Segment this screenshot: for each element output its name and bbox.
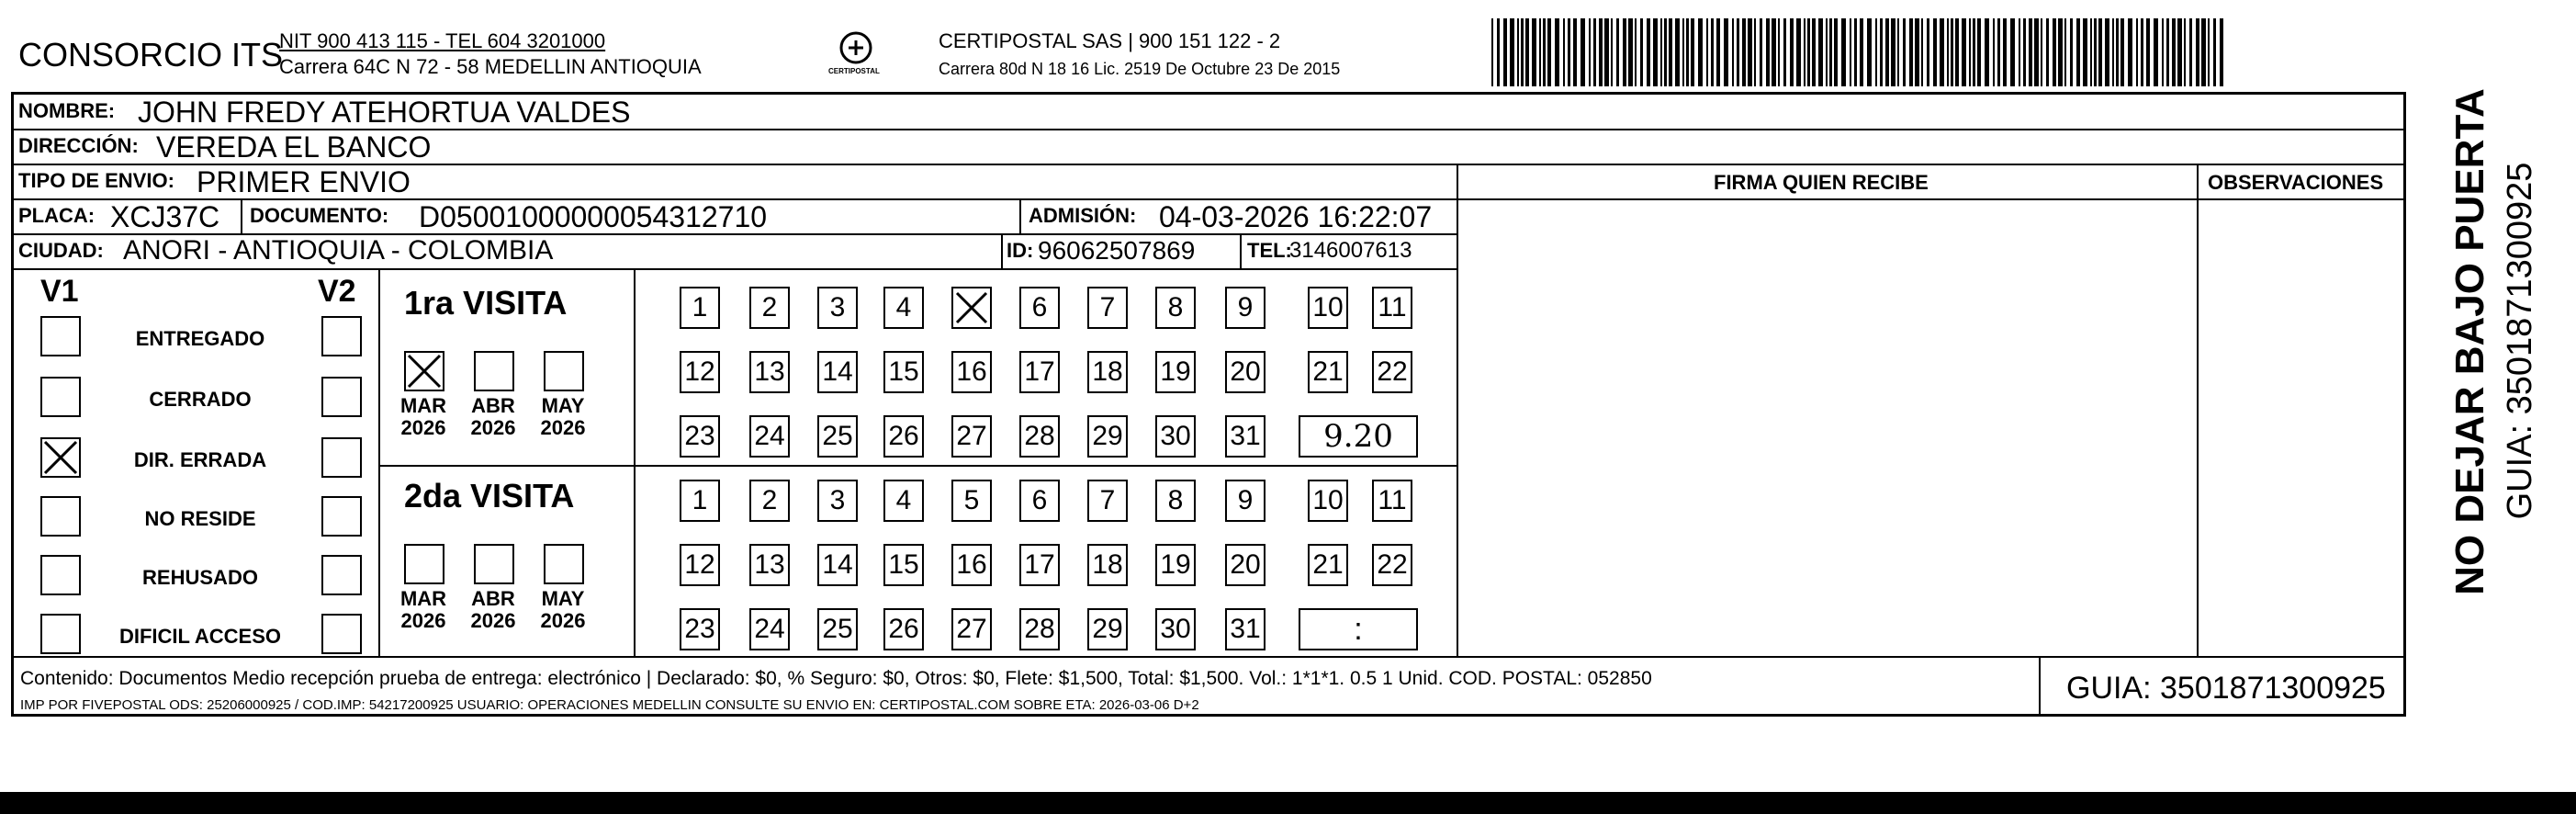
barcode-bar [1875,18,1877,86]
barcode [1491,18,2233,86]
barcode-bar [1796,18,1801,86]
barcode-bar [1841,18,1846,86]
barcode-bar [2120,18,2124,86]
address-line: Carrera 64C N 72 - 58 MEDELLIN ANTIOQUIA [279,55,702,78]
second-visit-day-box[interactable]: 17 [1019,544,1060,586]
barcode-bar [2003,18,2007,86]
barcode-bar [1616,18,1619,86]
barcode-bar [1732,18,1734,86]
barcode-bar [1850,18,1851,86]
v1-checkbox[interactable] [40,555,81,595]
barcode-bar [2196,18,2199,86]
first-visit-day-box[interactable]: 24 [749,415,790,458]
first-visit-day-box[interactable]: 20 [1225,351,1266,393]
second-visit-day-box[interactable]: 2 [749,480,790,522]
status-label: DIFICIL ACCESO [118,625,281,648]
barcode-bar [1962,18,1966,86]
barcode-bar [1503,18,1507,86]
v1-checkbox[interactable] [40,437,81,478]
first-visit-day-box[interactable]: 11 [1372,287,1412,329]
id-label: ID: [1007,239,1034,262]
second-visit-title: 2da VISITA [404,477,575,514]
side-guia-number: GUIA: 3501871300925 [2501,162,2539,520]
first-visit-day-box[interactable]: 14 [817,351,858,393]
footer-content-line: Contenido: Documentos Medio recepción prueba de entrega: electrónico | Declarado: $0, % Seguro: $0, Otros: $0, Flete: $1,500, Total: $1,500. Vol.: 1*1*1. 0.5 1 Unid. COD. POSTAL: 052850 [20,668,1652,689]
barcode-bar [1664,18,1667,86]
barcode-bar [1716,18,1720,86]
barcode-bar [1711,18,1714,86]
barcode-bar [1742,18,1746,86]
first-visit-time: 9.20 [1323,418,1393,455]
barcode-bar [1543,18,1546,86]
barcode-bar [2189,18,2192,86]
header [11,11,2417,90]
barcode-bar [2070,18,2073,86]
barcode-bar [2083,18,2087,86]
second-visit-day-box[interactable]: 5 [951,480,992,522]
barcode-bar [2166,18,2169,86]
barcode-bar [1573,18,1577,86]
barcode-bar [1611,18,1613,86]
side-vertical-text [2417,88,2539,630]
v2-checkbox[interactable] [321,614,362,654]
barcode-bar [1812,18,1816,86]
second-visit-day-box[interactable]: 4 [883,480,924,522]
status-label: ENTREGADO [135,327,265,350]
second-visit-day-box[interactable]: 31 [1225,608,1266,650]
documento-value: D05001000000054312710 [419,200,768,233]
barcode-bar [1867,18,1872,86]
barcode-bar [1977,18,1981,86]
barcode-bar [2128,18,2132,86]
barcode-bar [1675,18,1680,86]
barcode-bar [1985,18,1989,86]
v1-checkbox[interactable] [40,614,81,654]
barcode-bar [1686,18,1689,86]
bottom-black-bar [0,792,2576,814]
barcode-bar [2141,18,2143,86]
barcode-bar [2019,18,2020,86]
barcode-bar [2220,18,2223,86]
placa-label: PLACA: [18,204,96,227]
second-visit-day-box[interactable]: 21 [1308,544,1348,586]
second-visit-time: : [1354,611,1363,647]
first-visit-day-box[interactable]: 8 [1155,287,1196,329]
barcode-bar [1951,18,1953,86]
v2-checkbox[interactable] [321,316,362,356]
first-visit-day-box[interactable]: 4 [883,287,924,329]
barcode-bar [2041,18,2042,86]
first-visit-time-box[interactable] [1299,415,1418,458]
second-visit-day-box[interactable]: 7 [1087,480,1128,522]
barcode-bar [2029,18,2032,86]
barcode-bar [1829,18,1832,86]
observaciones-header: OBSERVACIONES [2208,171,2384,194]
nombre-value: JOHN FREDY ATEHORTUA VALDES [138,96,631,129]
second-visit-day-box[interactable]: 20 [1225,544,1266,586]
v1-label: V1 [40,274,79,309]
second-visit-month-label: MAY 2026 [540,587,586,633]
barcode-bar [1599,18,1603,86]
barcode-bar [2076,18,2080,86]
barcode-bar [1993,18,1995,86]
first-visit-day-box[interactable]: 3 [817,287,858,329]
barcode-bar [1927,18,1929,86]
barcode-bar [1525,18,1529,86]
barcode-bar [1860,18,1863,86]
barcode-bar [1510,18,1514,86]
barcode-bar [1880,18,1883,86]
barcode-bar [1593,18,1596,86]
second-visit-month-checkbox[interactable] [544,544,584,584]
barcode-bar [1555,18,1559,86]
barcode-bar [1737,18,1739,86]
tipo-envio-value: PRIMER ENVIO [197,165,411,198]
second-visit-day-box[interactable]: 26 [883,608,924,650]
barcode-bar [1539,18,1541,86]
barcode-bar [2177,18,2182,86]
first-visit-day-box[interactable]: 15 [883,351,924,393]
admision-value: 04-03-2026 16:22:07 [1159,200,1433,233]
first-visit-day-box[interactable]: 7 [1087,287,1128,329]
first-visit-month-label: MAR 2026 [399,394,447,440]
second-visit-month-label: MAR 2026 [399,587,447,633]
barcode-bar [1547,18,1551,86]
footer-print-line: IMP POR FIVEPOSTAL ODS: 25206000925 / COD.IMP: 54217200925 USUARIO: OPERACIONES MEDELLIN CONSULTE SU ENVIO EN: CERTIPOSTAL.COM SOBRE ETA: 2026-03-06 D+2 [20,697,1199,713]
first-visit-title: 1ra VISITA [404,284,568,322]
no-dejar-warning: NO DEJAR BAJO PUERTA [2447,88,2492,595]
barcode-bar [1760,18,1762,86]
barcode-bar [1772,18,1776,86]
barcode-bar [2201,18,2206,86]
barcode-bar [1891,18,1895,86]
barcode-bar [1568,18,1570,86]
barcode-bar [1698,18,1703,86]
barcode-bar [1940,18,1944,86]
barcode-bar [1640,18,1643,86]
barcode-bar [1955,18,1959,86]
barcode-bar [2172,18,2176,86]
barcode-bar [1885,18,1889,86]
barcode-bar [1933,18,1937,86]
status-label: DIR. ERRADA [133,448,267,471]
second-visit-month-label: ABR 2026 [470,587,516,633]
second-visit-day-box[interactable]: 10 [1308,480,1348,522]
barcode-bar [1947,18,1949,86]
barcode-bar [1897,18,1899,86]
barcode-bar [1706,18,1708,86]
firma-header: FIRMA QUIEN RECIBE [1714,171,1929,194]
barcode-bar [2064,18,2066,86]
first-visit-day-box[interactable]: 10 [1308,287,1348,329]
license-line: Carrera 80d N 18 16 Lic. 2519 De Octubre 23 De 2015 [939,60,1341,78]
barcode-bar [1653,18,1658,86]
barcode-bar [2162,18,2164,86]
second-visit-day-box[interactable]: 29 [1087,608,1128,650]
barcode-bar [1628,18,1633,86]
second-visit-day-box[interactable]: 16 [951,544,992,586]
second-visit-month-checkbox[interactable] [404,544,444,584]
first-visit-day-box[interactable]: 18 [1087,351,1128,393]
barcode-bar [1778,18,1780,86]
logo-text: CERTIPOSTAL [828,67,880,75]
tel-value: 3146007613 [1289,238,1412,263]
status-label: REHUSADO [142,566,258,589]
barcode-bar [2094,18,2097,86]
barcode-bar [1635,18,1637,86]
first-visit-day-box[interactable]: 19 [1155,351,1196,393]
first-visit-day-box[interactable]: 1 [680,287,720,329]
first-visit-day-box[interactable]: 27 [951,415,992,458]
barcode-bar [1589,18,1591,86]
second-visit-day-box[interactable]: 8 [1155,480,1196,522]
v1-checkbox[interactable] [40,377,81,417]
barcode-bar [1854,18,1857,86]
second-visit-day-box[interactable]: 6 [1019,480,1060,522]
first-visit-day-box[interactable]: 29 [1087,415,1128,458]
first-visit-day-box[interactable]: 23 [680,415,720,458]
first-visit-day-box[interactable]: 12 [680,351,720,393]
barcode-bar [1969,18,1971,86]
barcode-bar [1909,18,1913,86]
direccion-value: VEREDA EL BANCO [156,130,432,164]
placa-value: XCJ37C [110,200,220,233]
id-value: 96062507869 [1038,236,1196,265]
barcode-bar [1766,18,1770,86]
barcode-bar [2112,18,2114,86]
barcode-bar [1834,18,1838,86]
first-visit-day-box[interactable]: 2 [749,287,790,329]
admision-label: ADMISIÓN: [1029,204,1137,227]
barcode-bar [2098,18,2102,86]
v2-label: V2 [318,274,356,309]
barcode-bar [1491,18,1493,86]
barcode-bar [2058,18,2063,86]
second-visit-day-box[interactable]: 27 [951,608,992,650]
barcode-bar [1997,18,2000,86]
second-visit-day-box[interactable]: 3 [817,480,858,522]
nit-line: NIT 900 413 115 - TEL 604 3201000 [279,29,606,52]
first-visit-day-box[interactable]: 17 [1019,351,1060,393]
barcode-bar [2184,18,2186,86]
barcode-bar [2034,18,2039,86]
first-visit-day-box[interactable]: 21 [1308,351,1348,393]
barcode-bar [2090,18,2092,86]
barcode-bar [1521,18,1524,86]
first-visit-day-box[interactable]: 22 [1372,351,1412,393]
tel-label: TEL: [1247,239,1292,262]
barcode-bar [2136,18,2138,86]
company-name: CONSORCIO ITS [18,36,284,73]
barcode-bar [1826,18,1828,86]
barcode-bar [1748,18,1752,86]
barcode-bar [1682,18,1684,86]
second-visit-day-box[interactable]: 22 [1372,544,1412,586]
first-visit-day-box[interactable]: 28 [1019,415,1060,458]
first-visit-month-checkbox[interactable] [474,351,514,391]
second-visit-month-checkbox[interactable] [474,544,514,584]
first-visit-day-box[interactable]: 25 [817,415,858,458]
barcode-bar [2208,18,2210,86]
barcode-bar [1790,18,1794,86]
certipostal-line: CERTIPOSTAL SAS | 900 151 122 - 2 [939,29,1281,52]
barcode-bar [1563,18,1565,86]
status-label: NO RESIDE [144,507,256,530]
barcode-bar [1647,18,1650,86]
barcode-bar [1623,18,1626,86]
first-visit-day-box[interactable]: 30 [1155,415,1196,458]
second-visit-time-box[interactable] [1299,608,1418,650]
first-visit-month-label: ABR 2026 [470,394,516,440]
first-visit-month-checkbox[interactable] [404,351,444,391]
v1-checkbox[interactable] [40,316,81,356]
footer-guia: GUIA: 3501871300925 [2066,671,2386,706]
second-visit-day-box[interactable]: 19 [1155,544,1196,586]
second-visit-day-box[interactable]: 24 [749,608,790,650]
second-visit-day-box[interactable]: 18 [1087,544,1128,586]
first-visit-day-box[interactable] [951,287,992,329]
first-visit-day-box[interactable]: 9 [1225,287,1266,329]
barcode-bar [1807,18,1810,86]
status-label: CERRADO [149,388,252,411]
second-visit-day-box[interactable]: 28 [1019,608,1060,650]
ciudad-value: ANORI - ANTIOQUIA - COLOMBIA [123,235,554,266]
first-visit-day-box[interactable]: 16 [951,351,992,393]
barcode-bar [1783,18,1786,86]
barcode-bar [1669,18,1672,86]
barcode-bar [2010,18,2015,86]
barcode-bar [1691,18,1694,86]
first-visit-day-box[interactable]: 26 [883,415,924,458]
second-visit-day-box[interactable]: 1 [680,480,720,522]
barcode-bar [2046,18,2049,86]
barcode-bar [1915,18,1919,86]
barcode-bar [2116,18,2119,86]
second-visit-day-box[interactable]: 23 [680,608,720,650]
v2-checkbox[interactable] [321,555,362,595]
barcode-bar [1724,18,1728,86]
first-visit-day-box[interactable]: 13 [749,351,790,393]
barcode-bar [1903,18,1906,86]
direccion-label: DIRECCIÓN: [18,134,139,157]
barcode-bar [1818,18,1823,86]
second-visit-day-box[interactable]: 9 [1225,480,1266,522]
second-visit-day-box[interactable]: 25 [817,608,858,650]
first-visit-month-label: MAY 2026 [540,394,586,440]
barcode-bar [1973,18,1975,86]
barcode-bar [1532,18,1536,86]
barcode-bar [1921,18,1923,86]
barcode-bar [1604,18,1609,86]
v2-checkbox[interactable] [321,437,362,478]
first-visit-month-checkbox[interactable] [544,351,584,391]
barcode-bar [1580,18,1585,86]
barcode-bar [1497,18,1500,86]
first-visit-day-box[interactable]: 6 [1019,287,1060,329]
barcode-bar [2154,18,2158,86]
barcode-bar [1517,18,1519,86]
barcode-bar [2146,18,2150,86]
v2-checkbox[interactable] [321,496,362,537]
second-visit-day-box[interactable]: 12 [680,544,720,586]
second-visit-day-box[interactable]: 11 [1372,480,1412,522]
ciudad-label: CIUDAD: [18,239,104,262]
barcode-bar [2105,18,2109,86]
barcode-bar [2053,18,2056,86]
second-visit-day-box[interactable]: 14 [817,544,858,586]
documento-label: DOCUMENTO: [250,204,389,227]
barcode-bar [2023,18,2026,86]
barcode-bar [2213,18,2216,86]
first-visit-day-box[interactable]: 31 [1225,415,1266,458]
barcode-bar [1660,18,1662,86]
tipo-envio-label: TIPO DE ENVIO: [18,169,174,192]
second-visit-day-box[interactable]: 15 [883,544,924,586]
barcode-bar [1804,18,1805,86]
second-visit-day-box[interactable]: 30 [1155,608,1196,650]
certipostal-logo [828,28,883,81]
barcode-bar [1754,18,1756,86]
v2-checkbox[interactable] [321,377,362,417]
nombre-label: NOMBRE: [18,99,116,122]
v1-checkbox[interactable] [40,496,81,537]
second-visit-day-box[interactable]: 13 [749,544,790,586]
